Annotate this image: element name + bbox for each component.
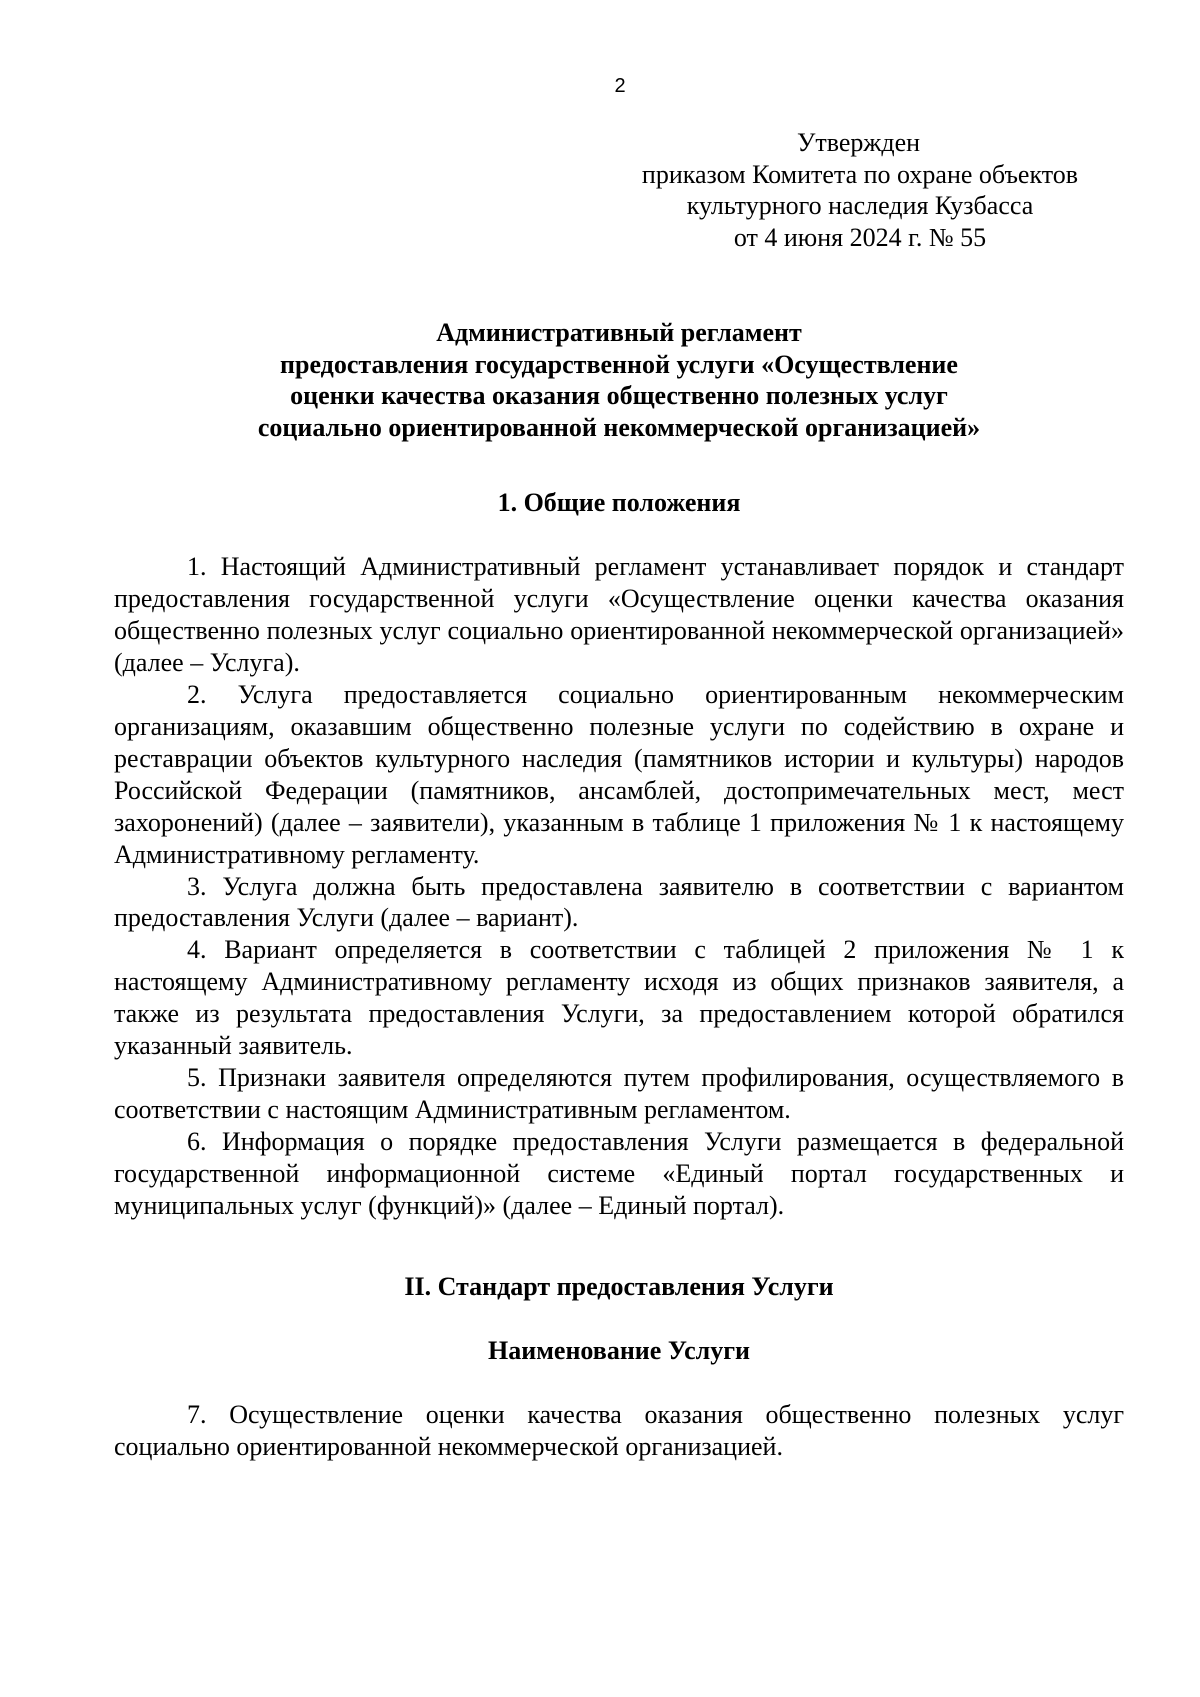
approval-line: культурного наследия Кузбасса	[686, 191, 1034, 220]
document-title	[114, 317, 1124, 443]
paragraph: 1. Настоящий Административный регламент устанавливает порядок и стандарт предоставления государственной услуги «Осуществление оценки качества оказания общественно полезных услуг социально ориентированной некоммерческой организацией» (далее – Услуга).	[114, 552, 1124, 677]
paragraph: 7. Осуществление оценки качества оказания общественно полезных услуг социально ориентированной некоммерческой организацией.	[114, 1400, 1124, 1461]
section-body-general	[114, 551, 1124, 1222]
section-heading-general: 1. Общие положения	[497, 488, 741, 517]
section-heading-standard: II. Стандарт предоставления Услуги	[404, 1272, 834, 1301]
section-body-standard	[114, 1399, 1124, 1463]
subsection-heading-service-name: Наименование Услуги	[487, 1336, 751, 1365]
paragraph: 4. Вариант определяется в соответствии с таблицей 2 приложения № 1 к настоящему Административному регламенту исходя из общих признаков заявителя, а также из результата предоставления Услуги, за предоставлением которой обратился указанный заявитель.	[114, 935, 1124, 1061]
title-line: Административный регламент	[436, 318, 802, 347]
title-line: оценки качества оказания общественно полезных услуг	[290, 381, 948, 410]
paragraph: 3. Услуга должна быть предоставлена заявителю в соответствии с вариантом предоставления Услуги (далее – вариант).	[114, 871, 1124, 933]
title-line: предоставления государственной услуги «Осуществление	[280, 349, 958, 379]
title-line: социально ориентированной некоммерческой организацией»	[257, 412, 981, 442]
paragraph: 6. Информация о порядке предоставления Услуги размещается в федеральной государственной информационной системе «Единый портал государственных и муниципальных услуг (функций)» (далее – Единый портал).	[114, 1127, 1124, 1221]
paragraph: 2. Услуга предоставляется социально ориентированным некоммерческим организациям, оказавшим общественно полезные услуги по содействию в охране и реставрации объектов культурного наследия (памятников истории и культуры) народов Российской Федерации (памятников, ансамблей, достопримечательных мест, мест захоронений) (далее – заявители), указанным в таблице 1 приложения № 1 к настоящему Административному регламенту.	[114, 679, 1124, 869]
approval-line: приказом Комитета по охране объектов	[641, 159, 1079, 189]
approval-line: от 4 июня 2024 г. № 55	[733, 222, 987, 252]
approval-stamp	[620, 127, 1100, 253]
approval-line: Утвержден	[796, 128, 921, 157]
paragraph: 5. Признаки заявителя определяются путем профилирования, осуществляемого в соответствии с настоящим Административным регламентом.	[114, 1063, 1124, 1125]
page-number: 2	[614, 75, 626, 97]
